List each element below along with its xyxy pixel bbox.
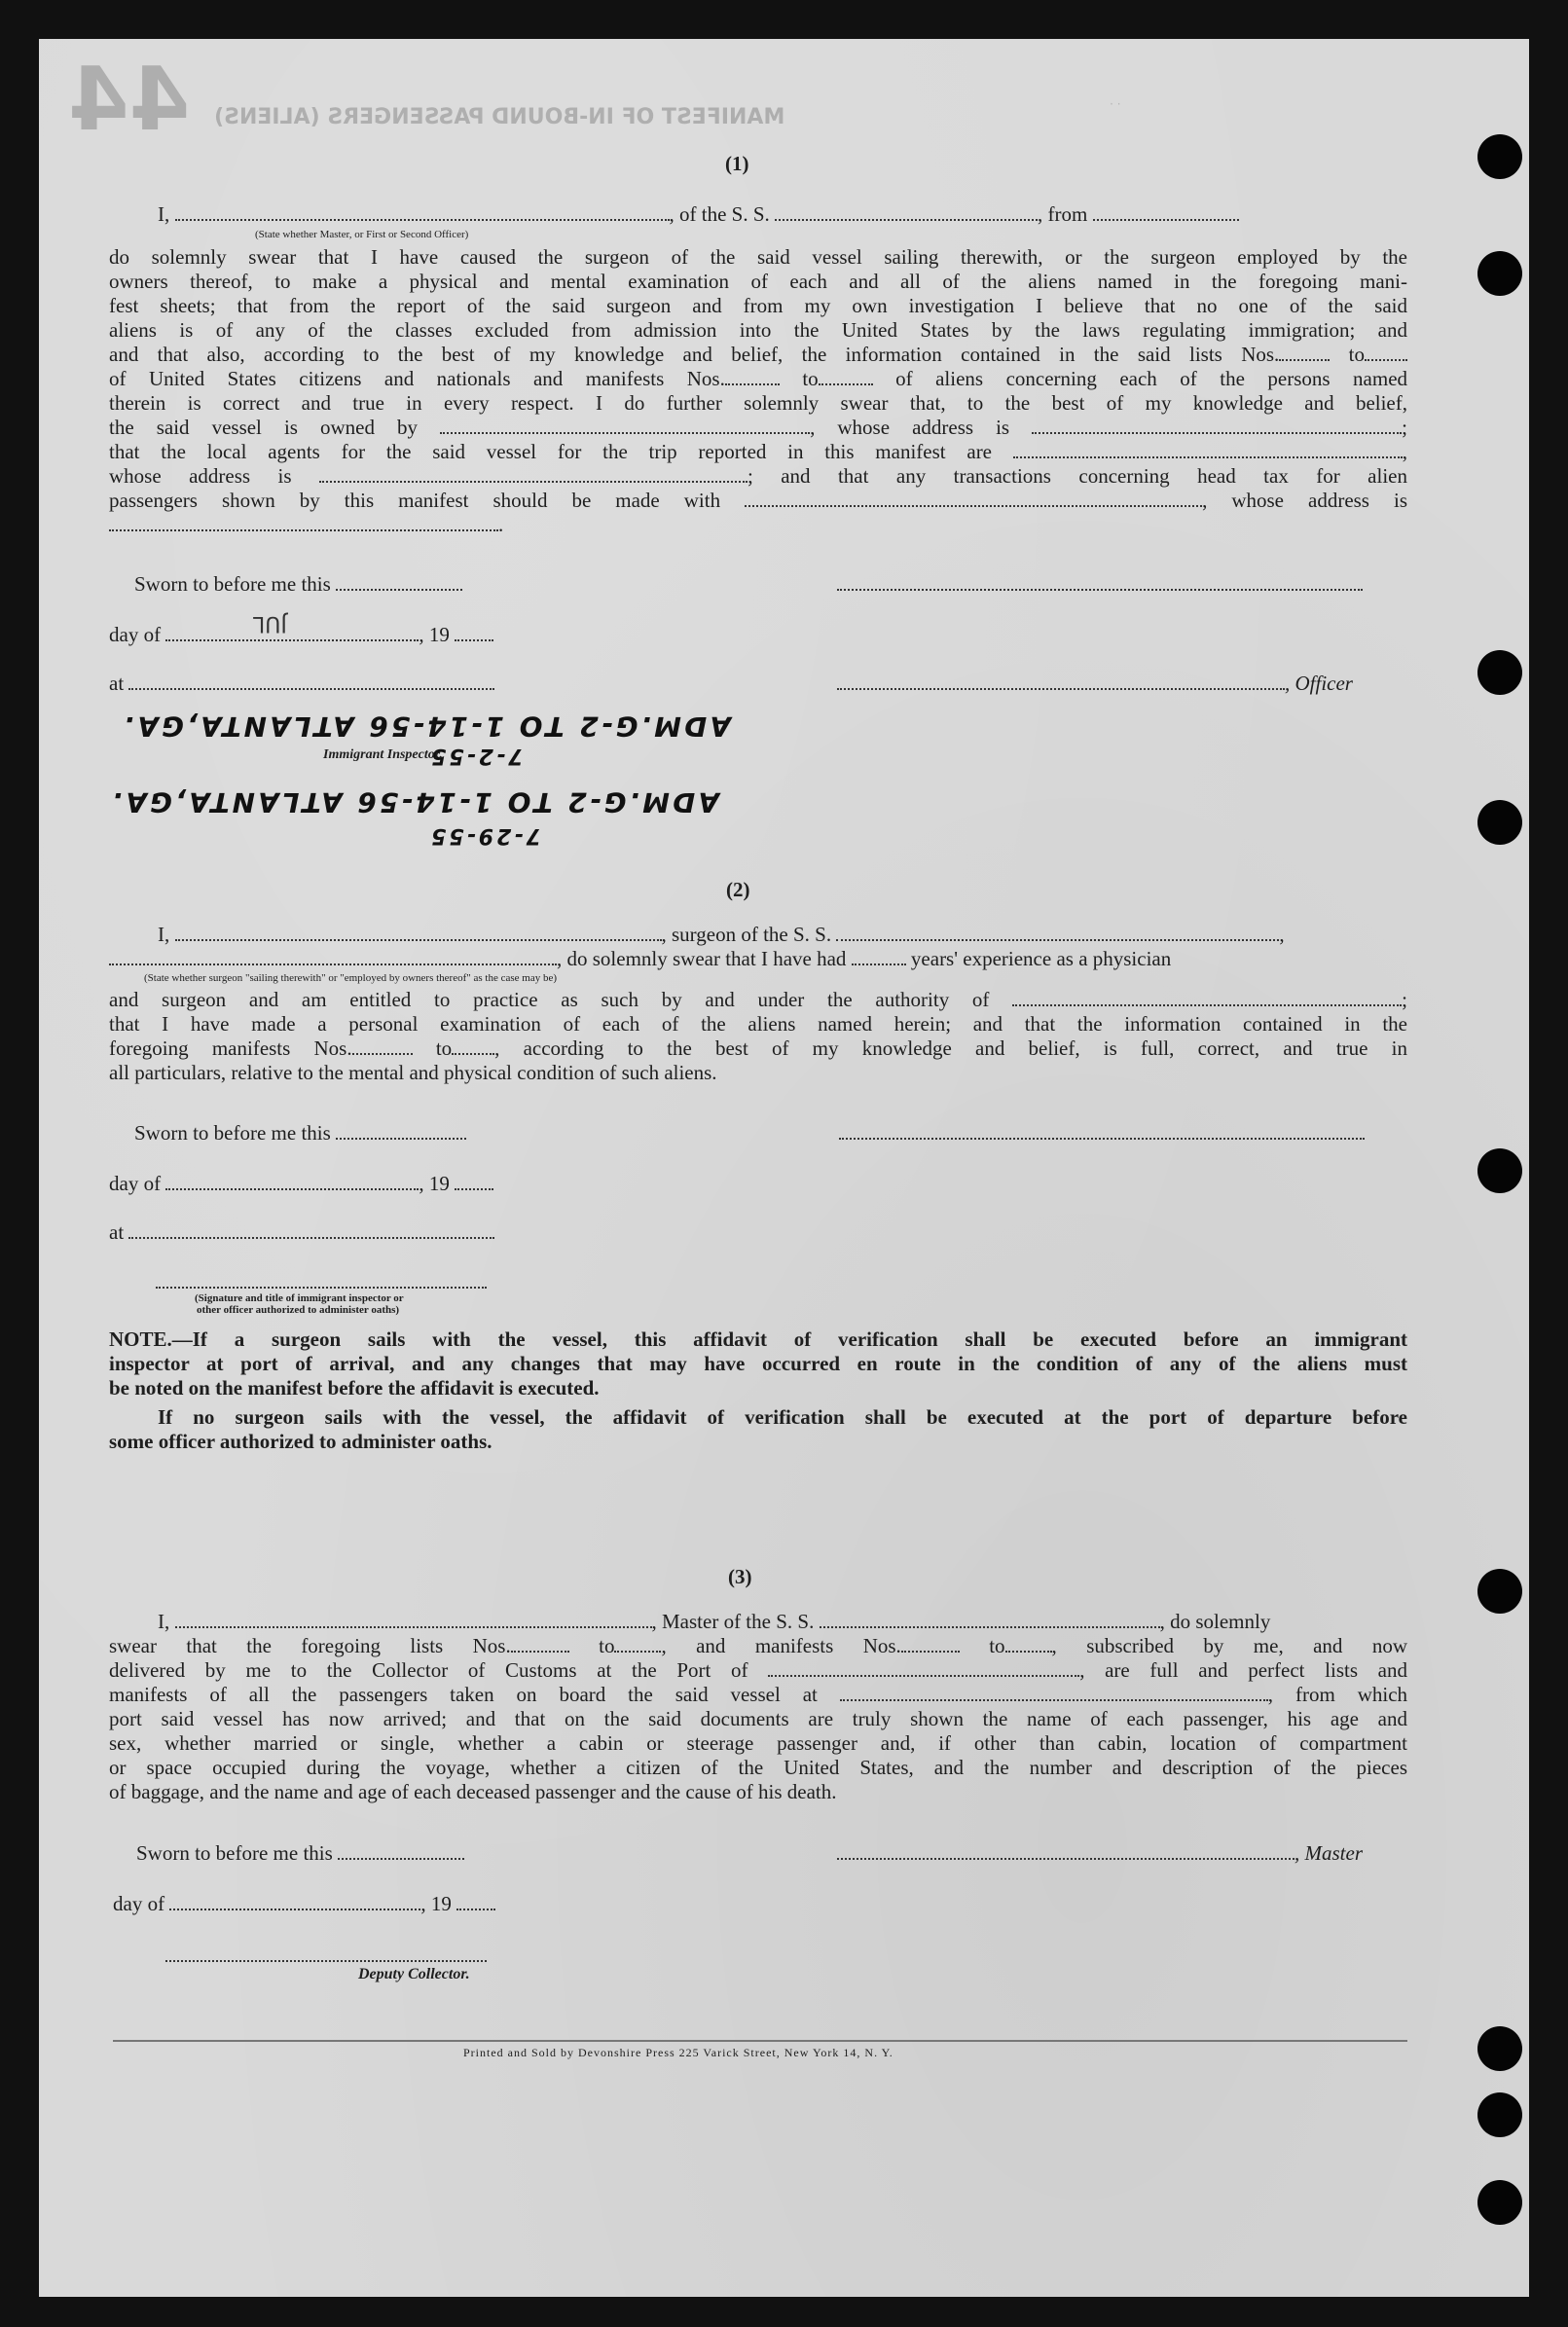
section-2-number: (2) bbox=[726, 878, 750, 901]
s2-sworn-signature[interactable] bbox=[839, 1121, 1365, 1145]
s1-day-blank[interactable] bbox=[165, 626, 419, 641]
s3-day-blank[interactable] bbox=[169, 1895, 420, 1910]
s1-l8a: the said vessel is owned by bbox=[109, 416, 419, 439]
s3-l2b: to bbox=[599, 1634, 615, 1657]
s2-l5b: to bbox=[435, 1036, 453, 1060]
s2-sworn-blank[interactable] bbox=[336, 1124, 466, 1140]
s3-lists-to-blank[interactable] bbox=[614, 1637, 661, 1653]
s2-sworn bbox=[134, 1121, 466, 1145]
s3-line-3 bbox=[109, 1658, 1407, 1683]
s1-handwritten-day: JUL bbox=[253, 611, 287, 636]
s1-l5b: to bbox=[1348, 343, 1365, 366]
s2-at-blank[interactable] bbox=[128, 1223, 494, 1239]
note-line-4: If no surgeon sails with the vessel, the affidavit of verification shall be executed at the port of departure before bbox=[158, 1405, 1407, 1429]
s3-line-4 bbox=[109, 1683, 1407, 1707]
s1-line-4: aliens is of any of the classes excluded from admission into the United States by the laws regulating immigration; and bbox=[109, 318, 1407, 342]
s1-line-i bbox=[158, 202, 1239, 227]
s2-l5a: foregoing manifests Nos. bbox=[109, 1036, 352, 1060]
section-1-number: (1) bbox=[725, 152, 749, 175]
s2-l5c: , according to the best of my knowledge and belief, is full, correct, and true in bbox=[494, 1036, 1408, 1060]
s3-l4a: manifests of all the passengers taken on board the said vessel at bbox=[109, 1683, 818, 1706]
s1-line-9 bbox=[109, 440, 1407, 464]
s1-line-8 bbox=[109, 416, 1407, 440]
s1-sworn-signature[interactable] bbox=[837, 572, 1363, 597]
s3-year-blank[interactable] bbox=[456, 1895, 495, 1910]
s1-owner-blank[interactable] bbox=[440, 418, 810, 434]
s3-l3a: delivered by me to the Collector of Customs at the Port of bbox=[109, 1658, 748, 1682]
s1-manifests-to-blank[interactable] bbox=[819, 370, 873, 385]
s3-manifests-from-blank[interactable] bbox=[901, 1637, 960, 1653]
stamp-annotation-1: ADM.G-2 TO 1-14-56 ATLANTA,GA. bbox=[121, 710, 731, 743]
s1-officer-label: , Officer bbox=[1285, 672, 1353, 695]
s3-vessel-blank[interactable] bbox=[820, 1613, 1160, 1628]
s1-owner-address-blank[interactable] bbox=[1032, 418, 1402, 434]
s1-l6a: of United States citizens and nationals and manifests Nos. bbox=[109, 367, 725, 390]
s3-lists-from-blank[interactable] bbox=[511, 1637, 569, 1653]
s1-vessel-blank[interactable] bbox=[775, 205, 1038, 221]
s1-officer-sig bbox=[837, 672, 1353, 696]
s3-master-of: , Master of the S. S. bbox=[651, 1610, 815, 1633]
s2-at bbox=[109, 1220, 494, 1245]
s1-lists-from-blank[interactable] bbox=[1279, 345, 1330, 361]
s3-i-label: I, bbox=[158, 1610, 170, 1633]
s2-l2a: , do solemnly swear that I have had bbox=[557, 947, 847, 970]
s2-sworn-signature-line[interactable] bbox=[839, 1124, 1365, 1140]
s2-surgeon-of: , surgeon of the S. S. bbox=[661, 923, 832, 946]
s3-deputy-collector: Deputy Collector. bbox=[358, 1966, 470, 1982]
s3-l3b: , are full and perfect lists and bbox=[1079, 1658, 1407, 1682]
s2-day-of bbox=[109, 1172, 493, 1196]
s3-sworn bbox=[136, 1841, 464, 1866]
s1-l9a: that the local agents for the said vessel for the trip reported in this manifest are bbox=[109, 440, 993, 463]
s2-comma: , bbox=[1279, 923, 1285, 946]
s3-l2c: , and manifests Nos. bbox=[661, 1634, 901, 1657]
s3-port-blank[interactable] bbox=[768, 1661, 1079, 1677]
binder-hole bbox=[1477, 650, 1522, 695]
s1-l5a: and that also, according to the best of my knowledge and belief, the information contained in the said lists Nos. bbox=[109, 343, 1280, 366]
s1-of-the-ss: , of the S. S. bbox=[669, 202, 770, 226]
s1-sworn-blank[interactable] bbox=[336, 575, 462, 591]
s1-line-10 bbox=[109, 464, 1407, 489]
s2-sworn-label: Sworn to before me this bbox=[134, 1121, 331, 1145]
document-page bbox=[39, 39, 1529, 2297]
s3-line-6: sex, whether married or single, whether a cabin or steerage passenger and, if other than cabin, location of compartment bbox=[109, 1731, 1407, 1755]
note-line-1: NOTE.—If a surgeon sails with the vessel, this affidavit of verification shall be executed before an immigrant bbox=[109, 1327, 1407, 1351]
binder-hole bbox=[1477, 251, 1522, 296]
s1-day-of-label: day of bbox=[109, 623, 162, 646]
s1-line-11 bbox=[109, 489, 1407, 513]
s3-line-5: port said vessel has now arrived; and that on the said documents are truly shown the name of each passenger, his age and bbox=[109, 1707, 1407, 1730]
s1-line-5 bbox=[109, 343, 1407, 367]
s2-day-blank[interactable] bbox=[165, 1175, 419, 1190]
binder-hole bbox=[1477, 134, 1522, 179]
s1-immigrant-inspector: Immigrant Inspector. bbox=[323, 747, 443, 762]
s3-l2d: to bbox=[989, 1634, 1005, 1657]
stamp-annotation-2-date: 7-29-55 bbox=[428, 823, 541, 848]
s1-headtax-address-blank[interactable] bbox=[109, 516, 498, 531]
s1-sworn bbox=[134, 572, 462, 597]
s1-year-blank[interactable] bbox=[455, 626, 493, 641]
s1-nineteen: , 19 bbox=[419, 623, 450, 646]
s1-l6b: to bbox=[802, 367, 819, 390]
s1-headtax-blank[interactable] bbox=[745, 491, 1202, 507]
s1-officer-blank[interactable] bbox=[175, 205, 670, 221]
s2-manifests-to-blank[interactable] bbox=[452, 1039, 494, 1055]
s1-l6c: of aliens concerning each of the persons named bbox=[895, 367, 1408, 390]
s2-day-of-label: day of bbox=[109, 1172, 162, 1195]
binder-hole bbox=[1477, 800, 1522, 845]
stamp-annotation-1-date: 7-2-55 bbox=[428, 744, 524, 768]
s1-line-7: therein is correct and true in every respect. I do further solemnly swear that, to the best of my knowledge and belief, bbox=[109, 391, 1407, 415]
s2-line-i bbox=[158, 923, 1285, 947]
s1-agents-address-blank[interactable] bbox=[319, 467, 748, 483]
s3-sworn-blank[interactable] bbox=[338, 1844, 464, 1860]
stamp-annotation-2: ADM.G-2 TO 1-14-56 ATLANTA,GA. bbox=[109, 786, 719, 818]
s2-nineteen: , 19 bbox=[419, 1172, 450, 1195]
s1-at-label: at bbox=[109, 672, 125, 695]
s3-line-i bbox=[158, 1610, 1270, 1634]
bleed-through-figure: 44 bbox=[68, 49, 191, 151]
s1-sworn-signature-line[interactable] bbox=[837, 575, 1363, 591]
s3-day-of-label: day of bbox=[113, 1892, 165, 1915]
s3-line-7: or space occupied during the voyage, whether a citizen of the United States, and the number and description of the pieces bbox=[109, 1756, 1407, 1779]
s1-line-6 bbox=[109, 367, 1407, 391]
s2-line-2 bbox=[109, 947, 1171, 971]
s2-type-blank[interactable] bbox=[109, 950, 557, 965]
bleed-through-fragment: · · bbox=[1110, 97, 1121, 111]
s3-master-label: , Master bbox=[1295, 1841, 1363, 1865]
s1-at bbox=[109, 672, 494, 696]
footer-rule bbox=[113, 2040, 1407, 2042]
s1-line-12 bbox=[109, 513, 503, 537]
s2-l2b: years' experience as a physician bbox=[910, 947, 1172, 970]
s1-day-of bbox=[109, 623, 493, 647]
s1-i-label: I, bbox=[158, 202, 170, 226]
s2-l3a: and surgeon and am entitled to practice as such by and under the authority of bbox=[109, 988, 990, 1011]
s1-line-3: fest sheets; that from the report of the said surgeon and from my own investigation I believe that no one of the said bbox=[109, 294, 1407, 317]
s3-line-2 bbox=[109, 1634, 1407, 1658]
s2-authority-blank[interactable] bbox=[1012, 991, 1402, 1006]
s3-solemnly: , do solemnly bbox=[1159, 1610, 1271, 1633]
s2-line-5 bbox=[109, 1036, 1407, 1061]
binder-hole bbox=[1477, 1148, 1522, 1193]
section-3-number: (3) bbox=[728, 1565, 752, 1588]
s2-i-label: I, bbox=[158, 923, 170, 946]
s3-l2a: swear that the foregoing lists Nos. bbox=[109, 1634, 511, 1657]
s3-master-sig-line[interactable] bbox=[837, 1844, 1295, 1860]
s2-line-3 bbox=[109, 988, 1407, 1012]
s3-nineteen: , 19 bbox=[420, 1892, 452, 1915]
s2-line-6: all particulars, relative to the mental and physical condition of such aliens. bbox=[109, 1061, 717, 1084]
s3-manifests-to-blank[interactable] bbox=[1005, 1637, 1052, 1653]
note-line-2: inspector at port of arrival, and any changes that may have occurred en route in the condition of any of the aliens must bbox=[109, 1352, 1407, 1375]
s2-l3b: ; bbox=[1402, 988, 1408, 1011]
s1-sworn-label: Sworn to before me this bbox=[134, 572, 331, 596]
s1-from-blank[interactable] bbox=[1093, 205, 1239, 221]
binder-hole bbox=[1477, 2180, 1522, 2225]
s2-sig-caption-1: (Signature and title of immigrant inspector or bbox=[195, 1292, 404, 1304]
s3-master-blank[interactable] bbox=[175, 1613, 652, 1628]
s1-agents-blank[interactable] bbox=[1013, 443, 1403, 458]
s2-signature-rule bbox=[156, 1287, 487, 1289]
s2-years-blank[interactable] bbox=[852, 950, 906, 965]
s3-deputy-rule bbox=[165, 1960, 487, 1962]
s1-at-blank[interactable] bbox=[128, 674, 494, 690]
s1-l10b: ; and that any transactions concerning head tax for alien bbox=[747, 464, 1407, 488]
s1-l8b: , whose address is bbox=[810, 416, 1010, 439]
s1-caption: (State whether Master, or First or Second Officer) bbox=[255, 229, 469, 240]
s3-day-of bbox=[113, 1892, 495, 1916]
bleed-through-header: MANIFEST OF IN-BOUND PASSENGERS (ALIENS) bbox=[214, 105, 785, 129]
s1-l10a: whose address is bbox=[109, 464, 292, 488]
s2-vessel-blank[interactable] bbox=[836, 926, 1279, 941]
s2-manifests-from-blank[interactable] bbox=[352, 1039, 413, 1055]
printer-credit: Printed and Sold by Devonshire Press 225 Varick Street, New York 14, N. Y. bbox=[463, 2046, 893, 2059]
s2-line-4: that I have made a personal examination of each of the aliens named herein; and that the information contained in the bbox=[109, 1012, 1407, 1036]
note-line-3: be noted on the manifest before the affidavit is executed. bbox=[109, 1376, 600, 1400]
s3-master-sig bbox=[837, 1841, 1363, 1866]
note-line-5: some officer authorized to administer oaths. bbox=[109, 1430, 492, 1453]
s1-line-1: do solemnly swear that I have caused the surgeon of the said vessel sailing therewith, or the surgeon employed by the bbox=[109, 245, 1407, 269]
s1-line-2: owners thereof, to make a physical and mental examination of each and all of the aliens named in the foregoing mani- bbox=[109, 270, 1407, 293]
s3-line-8: of baggage, and the name and age of each deceased passenger and the cause of his death. bbox=[109, 1780, 837, 1803]
binder-hole bbox=[1477, 1569, 1522, 1614]
s1-l8c: ; bbox=[1402, 416, 1407, 439]
s2-sig-caption-2: other officer authorized to administer oaths) bbox=[197, 1304, 400, 1316]
s1-l9b: , bbox=[1402, 440, 1408, 463]
s2-at-label: at bbox=[109, 1220, 125, 1244]
s1-l12: . bbox=[498, 513, 504, 536]
s1-l11b: , whose address is bbox=[1202, 489, 1407, 512]
s1-l11a: passengers shown by this manifest should be made with bbox=[109, 489, 721, 512]
s2-caption: (State whether surgeon "sailing therewith" or "employed by owners thereof" as the case may be) bbox=[144, 972, 558, 984]
s1-from: , from bbox=[1038, 202, 1088, 226]
s3-l4b: , from which bbox=[1267, 1683, 1408, 1706]
s2-year-blank[interactable] bbox=[455, 1175, 493, 1190]
s3-l2e: , subscribed by me, and now bbox=[1051, 1634, 1407, 1657]
binder-hole bbox=[1477, 2092, 1522, 2137]
s2-surgeon-blank[interactable] bbox=[175, 926, 662, 941]
s3-sworn-label: Sworn to before me this bbox=[136, 1841, 333, 1865]
s1-manifests-from-blank[interactable] bbox=[725, 370, 780, 385]
s3-port-boarded-blank[interactable] bbox=[840, 1686, 1268, 1701]
s1-lists-to-blank[interactable] bbox=[1365, 345, 1407, 361]
binder-hole bbox=[1477, 2026, 1522, 2071]
s1-officer-sig-line[interactable] bbox=[837, 674, 1285, 690]
